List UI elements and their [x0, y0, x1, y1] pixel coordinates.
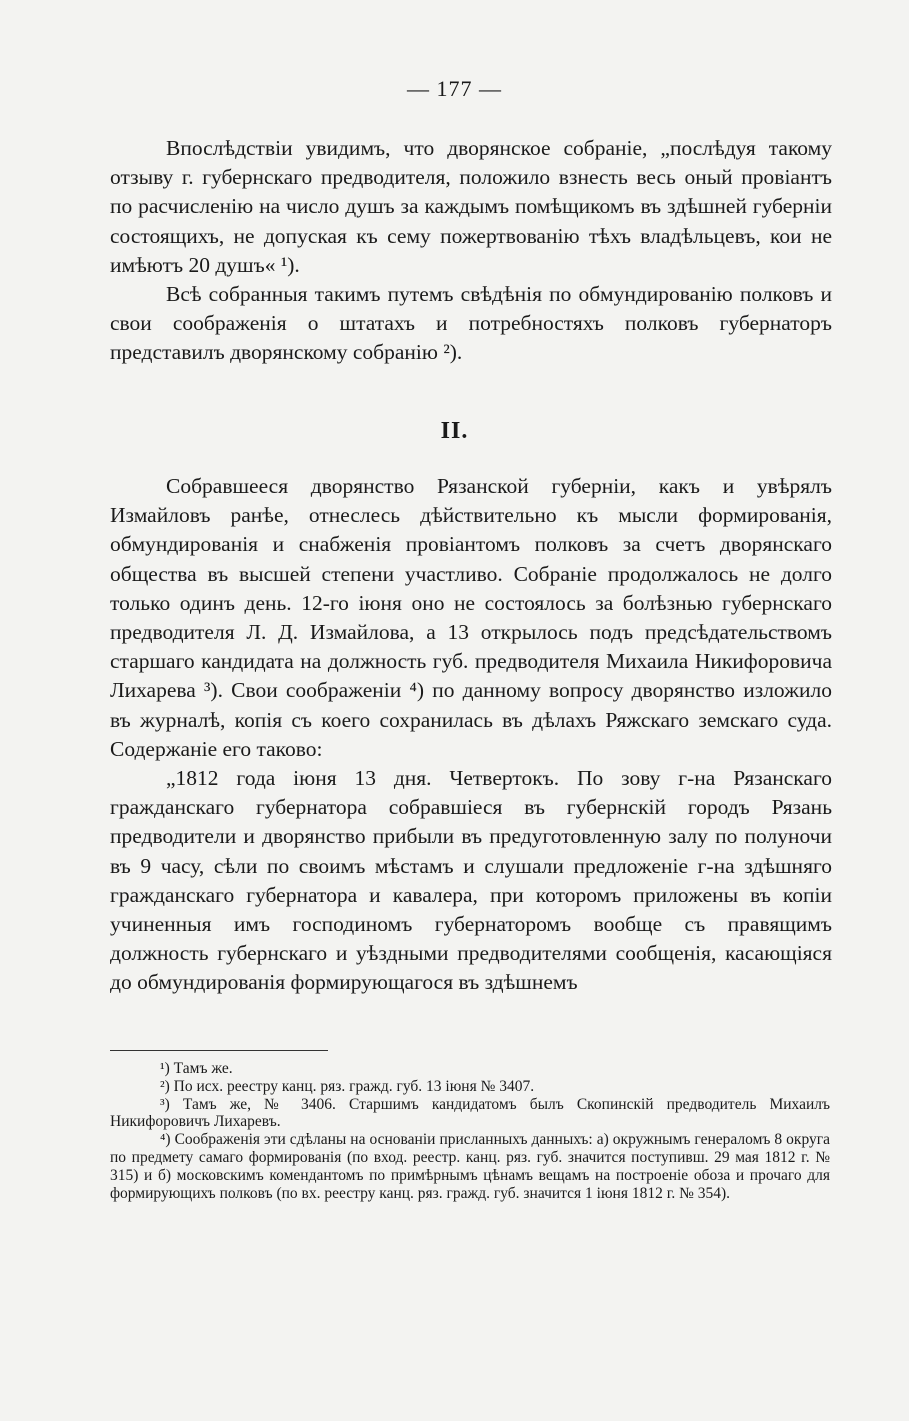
paragraph-nobility-assembly: Собравшееся дворянство Рязанской губерніи, какъ и увѣрялъ Измайловъ ранѣе, отнеслесь дѣйствительно къ мысли формированія, обмундированія и снабженія провіантомъ полковъ за счетъ дворянскаго общества въ высшей степени участливо. Собраніе продолжалось не долго только одинъ день. 12-го іюня оно не состоялось за болѣзнью губернскаго предводителя Л. Д. Измайлова, а 13 открылось подъ предсѣдательствомъ старшаго кандидата на должность губ. предводителя Михаила Никифоровича Лихарева ³). Свои соображеніи ⁴) по данному вопросу дворянство изложило въ журналѣ, копія съ коего сохранилась въ дѣлахъ Ряжскаго земскаго суда. Содержаніе его таково:	[110, 474, 832, 761]
top-text-block	[110, 134, 832, 368]
paragraph-journal-quote: „1812 года іюня 13 дня. Четвертокъ. По зову г-на Рязанскаго гражданскаго губернатора собравшіеся въ губернскій городъ Рязань предводители и дворянство прибыли въ предуготовленную залу по полуночи въ 9 часу, сѣли по своимъ мѣстамъ и слушали предложеніе г-на здѣшняго гражданскаго губернатора и кавалера, при которомъ приложены въ копіи учиненныя имъ господиномъ губернаторомъ вообще съ правящимъ должность губернскаго и уѣздными предводителями сообщенія, касающіяся до обмундированія формирующагося въ здѣшнемъ	[110, 766, 832, 995]
footnote-2: ²) По исх. реестру канц. ряз. гражд. губ. 13 іюня № 3407.	[160, 1077, 535, 1095]
footnote-4: ⁴) Соображенія эти сдѣланы на основаніи присланныхъ данныхъ: а) окружнымъ генераломъ 8 округа по предмету самаго формированія (по вход. реестр. канц. ряз. губ. значится поступивш. 29 мая 1812 г. № 315) и б) московскимъ комендантомъ по примѣрнымъ цѣнамъ вещамъ на построеніе обоза и прочаго для формирующихъ полковъ (по вх. реестру канц. ряз. гражд. губ. значится 1 іюня 1812 г. № 354).	[110, 1131, 830, 1202]
main-text-block	[110, 472, 832, 998]
paragraph-afterwards: Впослѣдствіи увидимъ, что дворянское собраніе, „послѣдуя такому отзыву г. губернскаго предводителя, положило взнесть весь оный провіантъ по расчисленію на число душъ за каждымъ помѣщикомъ въ здѣшней губерніи состоящихъ, не допуская къ сему пожертвованію тѣхъ владѣльцевъ, кои не имѣютъ 20 душъ« ¹).	[110, 136, 832, 277]
paragraph-collected-info: Всѣ собранныя такимъ путемъ свѣдѣнія по обмундированію полковъ и свои соображенія о штатахъ и потребностяхъ полковъ губернаторъ представилъ дворянскому собранію ²).	[110, 282, 832, 365]
page-number: — 177 —	[407, 76, 502, 101]
footnote-divider	[110, 1050, 328, 1051]
section-heading: II.	[440, 418, 469, 444]
footnote-3: ³) Тамъ же, № 3406. Старшимъ кандидатомъ былъ Скопинскій предводитель Михаилъ Никифоровичъ Лихаревъ.	[110, 1095, 830, 1131]
footnote-1: ¹) Тамъ же.	[160, 1060, 233, 1077]
footnotes	[110, 1060, 830, 1202]
